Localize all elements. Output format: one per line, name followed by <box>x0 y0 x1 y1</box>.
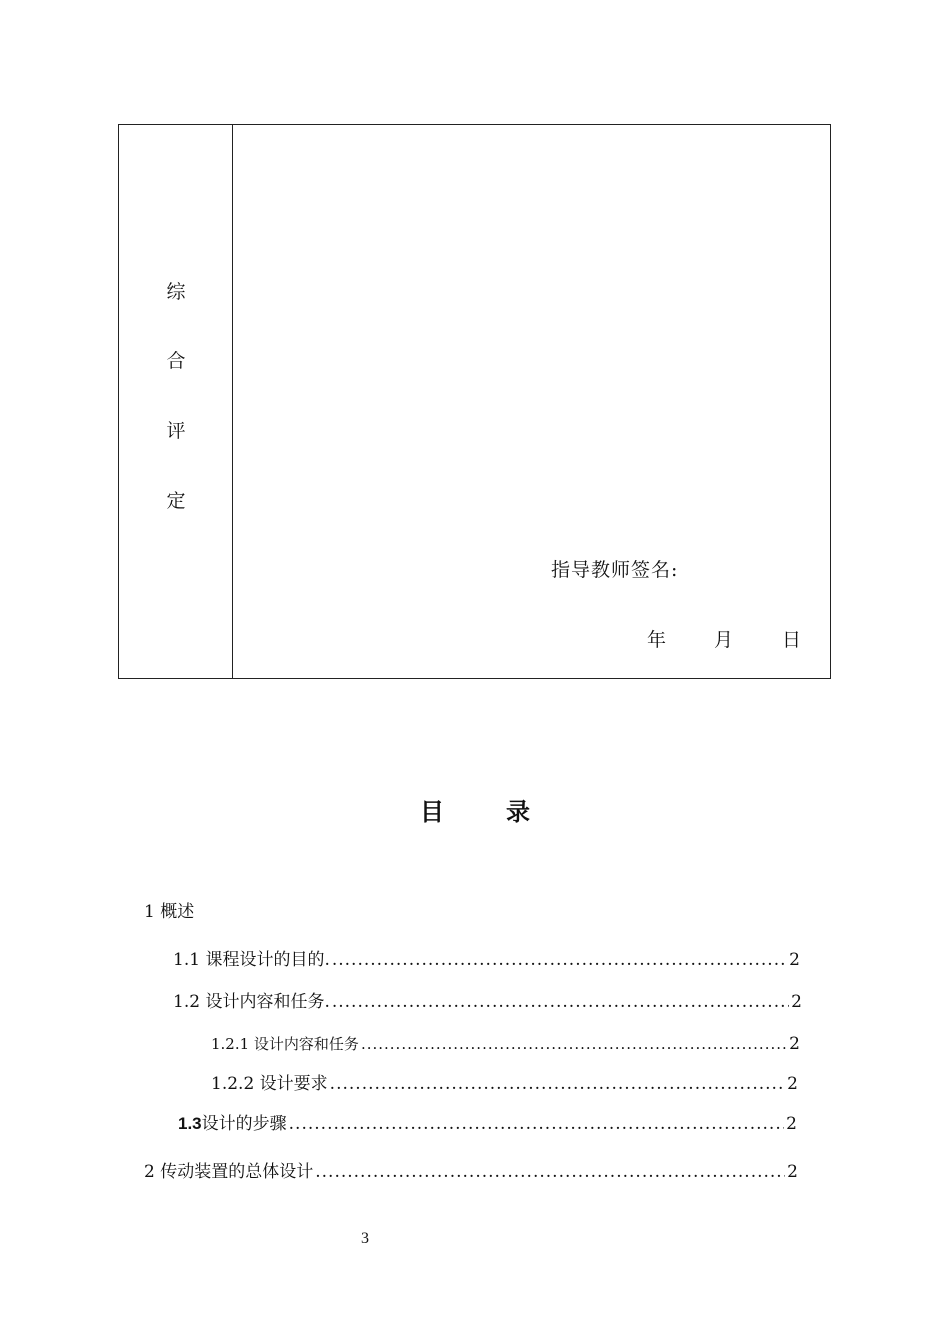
toc-entry-page: 2 <box>789 1034 800 1054</box>
evaluation-label-char: 评 <box>166 420 186 442</box>
toc-leader-dots <box>289 1113 785 1135</box>
toc-entry[interactable] <box>178 1113 797 1135</box>
evaluation-table <box>118 124 831 679</box>
toc-entry[interactable] <box>144 901 194 923</box>
toc-entry[interactable] <box>144 1161 798 1183</box>
toc-entry-text: 1.1 课程设计的目的. <box>173 950 330 970</box>
toc-title-char: 目 <box>420 798 444 826</box>
toc-entry[interactable] <box>211 1073 798 1095</box>
page-number: 3 <box>361 1230 369 1247</box>
toc-entry-text: 设计的步骤 <box>201 1114 287 1134</box>
toc-title-char: 录 <box>506 798 530 826</box>
evaluation-label-char: 定 <box>166 490 186 512</box>
toc-entry-page: 2 <box>791 992 802 1012</box>
toc-entry-text: 2 传动装置的总体设计 <box>144 1162 314 1182</box>
toc-leader-dots <box>332 991 789 1013</box>
toc-title <box>0 792 950 827</box>
toc-entry-text: 1.2.2 设计要求 <box>211 1074 328 1094</box>
date-month-label: 月 <box>714 629 734 651</box>
toc-entry-text: 1.2 设计内容和任务. <box>173 992 330 1012</box>
date-year-label: 年 <box>647 629 667 651</box>
toc-entry-page: 2 <box>789 950 800 970</box>
toc-leader-dots <box>315 1161 785 1183</box>
toc-leader-dots <box>330 1073 786 1095</box>
supervisor-signature-label: 指导教师签名: <box>551 559 679 581</box>
toc-entry[interactable] <box>173 991 802 1013</box>
toc-entry-page: 2 <box>787 1074 798 1094</box>
toc-entry-text: 1.2.1 设计内容和任务 <box>211 1035 359 1053</box>
toc-leader-dots <box>361 1033 787 1055</box>
toc-leader-dots <box>332 949 787 971</box>
toc-entry[interactable] <box>211 1033 800 1055</box>
toc-entry-number: 1.3 <box>178 1114 202 1133</box>
toc-entry-page: 2 <box>786 1114 797 1134</box>
toc-entry-text: 1 概述 <box>144 902 195 922</box>
evaluation-label-char: 综 <box>166 281 186 303</box>
date-day-label: 日 <box>782 629 802 651</box>
evaluation-label-char: 合 <box>166 350 186 372</box>
evaluation-label-column <box>119 125 233 678</box>
toc-entry-page: 2 <box>787 1162 798 1182</box>
toc-entry[interactable] <box>173 949 800 971</box>
